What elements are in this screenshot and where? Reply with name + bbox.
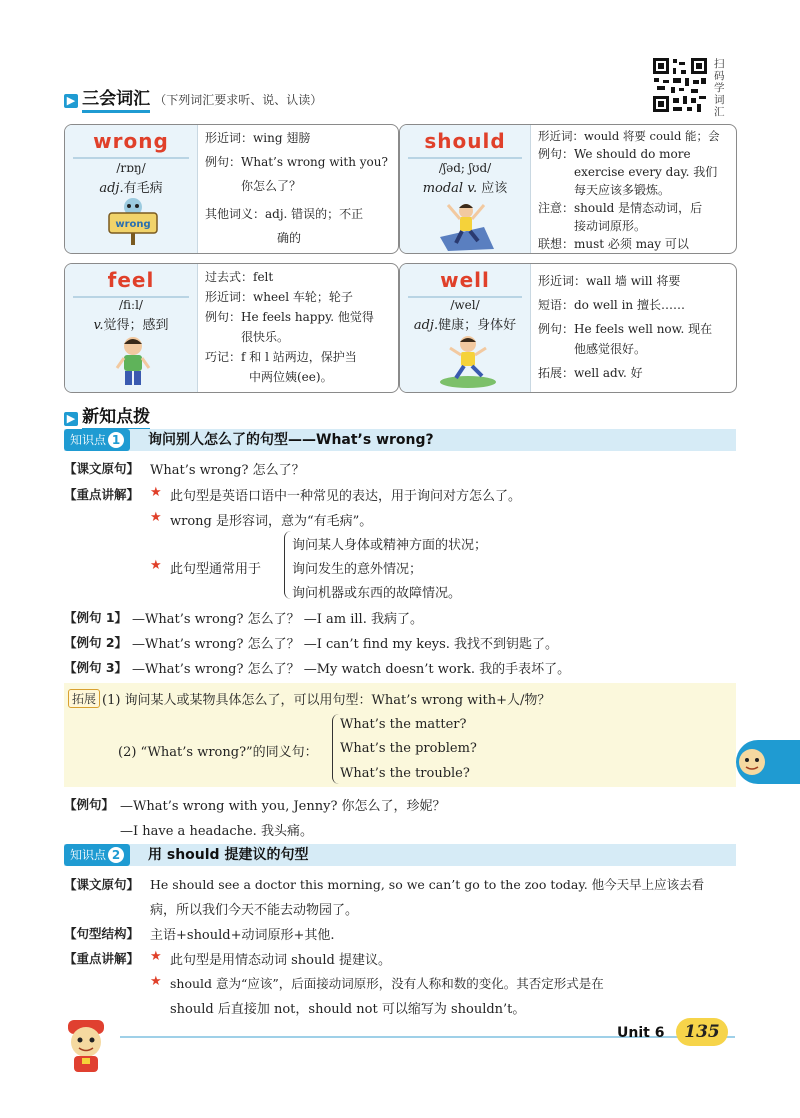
wrong-sign-illustration xyxy=(103,197,163,247)
example-sentence: —What’s wrong with you, Jenny? 你怎么了，珍妮？ xyxy=(120,799,446,814)
part-of-speech: adj.健康；身体好 xyxy=(413,318,517,333)
example-sentence: —What’s wrong? 怎么了？ —I can’t find my keys. 我找不到钥匙了。 xyxy=(132,637,559,652)
original-sentence: He should see a doctor this morning, so we can’t go to the zoo today. 他今天早上应该去看 xyxy=(150,877,705,892)
knowledge-point-badge: 知识点 1 xyxy=(64,429,130,451)
section-arrow-icon: ▶ xyxy=(64,94,78,108)
explain-line: should 意为“应该”，后面接动词原形，没有人称和数的变化。其否定形式是在 xyxy=(170,976,604,991)
example-label: 【例句 3】 xyxy=(64,660,128,675)
qr-code[interactable] xyxy=(651,56,709,114)
sentence-structure: 主语+should+动词原形+其他. xyxy=(150,928,335,943)
brace xyxy=(284,531,291,599)
svg-text:wrong: wrong xyxy=(115,219,151,230)
explain-line-cont: should 后直接加 not，should not 可以缩写为 shouldn’t。 xyxy=(170,1002,526,1017)
vocab-word: well xyxy=(440,268,490,292)
section-subtitle: （下列词汇要求听、说、认读） xyxy=(154,93,323,107)
section-header-new-points xyxy=(64,402,150,427)
part-of-speech: modal v. 应该 xyxy=(422,181,508,196)
example-sentence: —I have a headache. 我头痛。 xyxy=(120,824,313,839)
unit-label: Unit 6 xyxy=(617,1025,665,1041)
boy-illustration xyxy=(111,334,155,390)
vocab-card-well: well /wel/ adj.健康；身体好 形近词：wall 墙 will 将要 短语：do well in 擅长…… 例句：He feels well now. 现在 他感觉很好。 拓展：well adv. 好 xyxy=(399,263,737,393)
label-text-original: 【课文原句】 xyxy=(64,877,140,892)
phonetic: /fiːl/ xyxy=(119,298,143,312)
qr-code-icon xyxy=(651,56,709,114)
brace xyxy=(332,714,339,784)
phonetic: /ʃəd; ʃʊd/ xyxy=(438,161,492,175)
label-text-original: 【课文原句】 xyxy=(64,461,140,476)
vocab-card-should: should /ʃəd; ʃʊd/ modal v. 应该 形近词：would 将要 could 能；会 例句：We should do more exercise every day. 我们 每天应该多锻炼。 注意：should 是情态动词，后 接动词原形。 联想：must 必须 may 可以 xyxy=(399,124,737,254)
phonetic: /wel/ xyxy=(450,298,480,312)
vocab-card-feel: feel /fiːl/ v.觉得；感到 过去式：felt 形近词：wheel 车轮；轮子 例句：He feels happy. 他觉得 很快乐。 巧记：f 和 l 站两边，保护当 中两位姨(ee)。 xyxy=(64,263,399,393)
star-icon: ★ xyxy=(150,974,162,989)
star-icon: ★ xyxy=(150,485,162,500)
example-label: 【例句 2】 xyxy=(64,635,128,650)
example-label: 【例句 1】 xyxy=(64,610,128,625)
label-key-explain: 【重点讲解】 xyxy=(64,951,140,966)
example-sentence: —What’s wrong? 怎么了？ —I am ill. 我病了。 xyxy=(132,612,423,627)
usage-item: 询问机器或东西的故障情况。 xyxy=(292,586,462,601)
part-of-speech: v.觉得；感到 xyxy=(93,318,169,333)
running-boy-illustration xyxy=(438,334,498,388)
side-tab xyxy=(736,740,800,784)
knowledge-point-2-bar xyxy=(64,844,736,866)
explain-line: 此句型是用情态动词 should 提建议。 xyxy=(170,953,391,968)
synonym-item: What’s the matter? xyxy=(340,717,467,732)
knowledge-point-1-bar xyxy=(64,429,736,451)
extension-label: 拓展 xyxy=(68,689,100,708)
knowledge-point-title: 询问别人怎么了的句型——What’s wrong? xyxy=(148,432,434,448)
label-structure: 【句型结构】 xyxy=(64,926,140,941)
vocab-word: feel xyxy=(107,268,155,292)
example-sentence: —What’s wrong? 怎么了？ —My watch doesn’t work. 我的手表坏了。 xyxy=(132,662,571,677)
extension-line: (2) “What’s wrong?”的同义句： xyxy=(118,745,318,760)
vocab-card-wrong: wrong /rɒŋ/ adj.有毛病 wrong 形近词：wing 翅膀 例句：What’s wrong with you? 你怎么了？ 其他词义：adj. 错误的；不正 确的 xyxy=(64,124,399,254)
explain-line: wrong 是形容词，意为“有毛病”。 xyxy=(170,514,373,529)
qr-caption: 扫码学词汇 xyxy=(714,58,725,118)
section-title: 三会词汇 xyxy=(82,89,150,113)
vocab-word: should xyxy=(424,129,506,153)
knowledge-point-badge: 知识点 2 xyxy=(64,844,130,866)
usage-item: 询问某人身体或精神方面的状况； xyxy=(292,538,488,553)
star-icon: ★ xyxy=(150,949,162,964)
label-key-explain: 【重点讲解】 xyxy=(64,487,140,502)
star-icon: ★ xyxy=(150,510,162,525)
synonym-item: What’s the trouble? xyxy=(340,766,470,781)
example-label: 【例句】 xyxy=(64,797,115,812)
knowledge-point-title: 用 should 提建议的句型 xyxy=(148,847,309,863)
synonym-item: What’s the problem? xyxy=(340,741,477,756)
exercise-kid-illustration xyxy=(436,197,496,251)
explain-line: 此句型通常用于 xyxy=(170,562,262,577)
mascot-face-icon xyxy=(736,746,768,778)
section-title: 新知点拨 xyxy=(82,407,150,431)
star-icon: ★ xyxy=(150,558,162,573)
vocab-word: wrong xyxy=(93,129,169,153)
extension-line: (1) 询问某人或某物具体怎么了，可以用句型：What’s wrong with+人/物？ xyxy=(102,693,551,708)
mascot-illustration xyxy=(58,1016,114,1078)
explain-line: 此句型是英语口语中一种常见的表达，用于询问对方怎么了。 xyxy=(170,489,522,504)
section-header-vocab xyxy=(64,84,322,109)
original-sentence: What’s wrong? 怎么了？ xyxy=(150,463,305,478)
part-of-speech: adj.有毛病 xyxy=(99,181,163,196)
usage-item: 询问发生的意外情况； xyxy=(292,562,423,577)
original-sentence-cont: 病，所以我们今天不能去动物园了。 xyxy=(150,903,359,918)
phonetic: /rɒŋ/ xyxy=(116,161,146,175)
section-arrow-icon: ▶ xyxy=(64,412,78,426)
page-number: 135 xyxy=(676,1018,728,1046)
